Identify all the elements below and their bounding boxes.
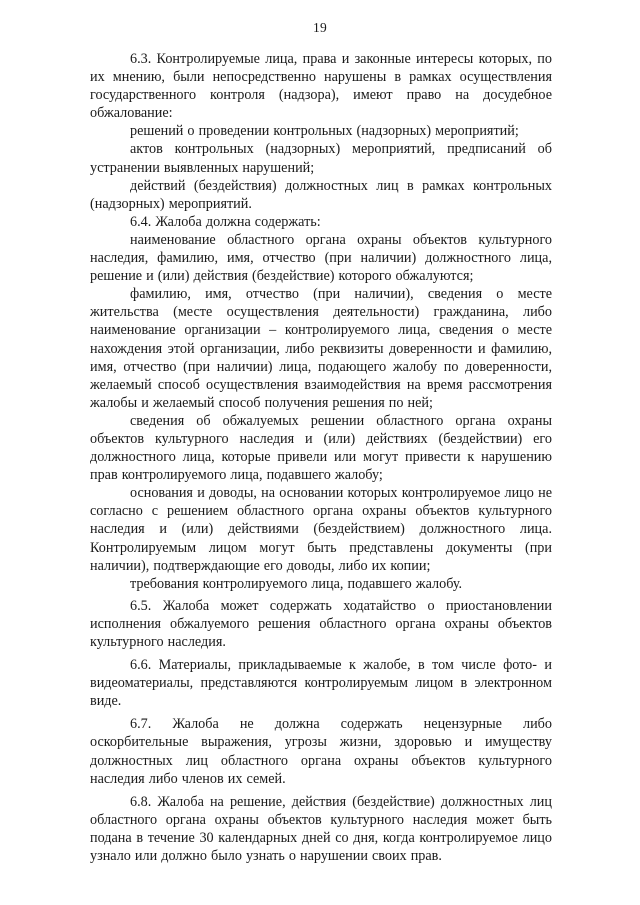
document-body [90,50,552,865]
list-item: основания и доводы, на основании которых контролируемое лицо не согласно с решением областного органа охраны объектов культурного наследия и (или) действиями (бездействием) должностного лица. Контролируемым лицом могут быть представлены документы (при наличии), подтверждающие его доводы, либо их копии; [90,485,552,574]
paragraph-6-7: 6.7. Жалоба не должна содержать нецензурные либо оскорбительные выражения, угрозы жизни, здоровью и имуществу должностных лиц областного органа охраны объектов культурного наследия либо членов их семей. [90,716,552,787]
paragraph-6-3: 6.3. Контролируемые лица, права и законные интересы которых, по их мнению, были непосредственно нарушены в рамках осуществления государственного контроля (надзора), имеют право на досудебное обжалование: [90,51,552,122]
paragraph-6-4: 6.4. Жалоба должна содержать: [130,213,321,230]
list-item: фамилию, имя, отчество (при наличии), сведения о месте жительства (месте осуществления деятельности) гражданина, либо наименование организации – контролируемого лица, сведения о месте нахождения этой организации, либо реквизиты доверенности и фамилию, имя, отчество (при наличии) лица, подающего жалобу по доверенности, желаемый способ осуществления взаимодействия на время рассмотрения жалобы и желаемый способ получения решения по ней; [90,286,552,411]
list-item: требования контролируемого лица, подавшего жалобу. [130,575,463,592]
paragraph-6-8: 6.8. Жалоба на решение, действия (бездействие) должностных лиц областного органа охраны объектов культурного наследия может быть подана в течение 30 календарных дней со дня, когда контролируемое лицо узнало или должно было узнать о нарушении своих прав. [90,793,552,865]
list-item: актов контрольных (надзорных) мероприятий, предписаний об устранении выявленных нарушений; [90,141,552,176]
list-item: сведения об обжалуемых решении областного органа охраны объектов культурного наследия и (или) действиях (бездействии) его должностного лица, которые привели или могут привести к нарушению прав контролируемого лица, подавшего жалобу; [90,412,552,484]
paragraph-6-5: 6.5. Жалоба может содержать ходатайство о приостановлении исполнения обжалуемого решения областного органа охраны объектов культурного наследия. [90,597,552,650]
list-item: действий (бездействия) должностных лиц в рамках контрольных (надзорных) мероприятий. [90,177,552,212]
list-item: наименование областного органа охраны объектов культурного наследия, фамилию, имя, отчество (при наличии) должностного лица, решение и (или) действия (бездействие) которого обжалуются; [90,231,552,285]
page-number: 19 [313,20,327,35]
paragraph-6-6: 6.6. Материалы, прикладываемые к жалобе, в том числе фото- и видеоматериалы, представляются контролируемым лицом в электронном виде. [90,657,552,710]
list-item: решений о проведении контрольных (надзорных) мероприятий; [130,123,519,140]
